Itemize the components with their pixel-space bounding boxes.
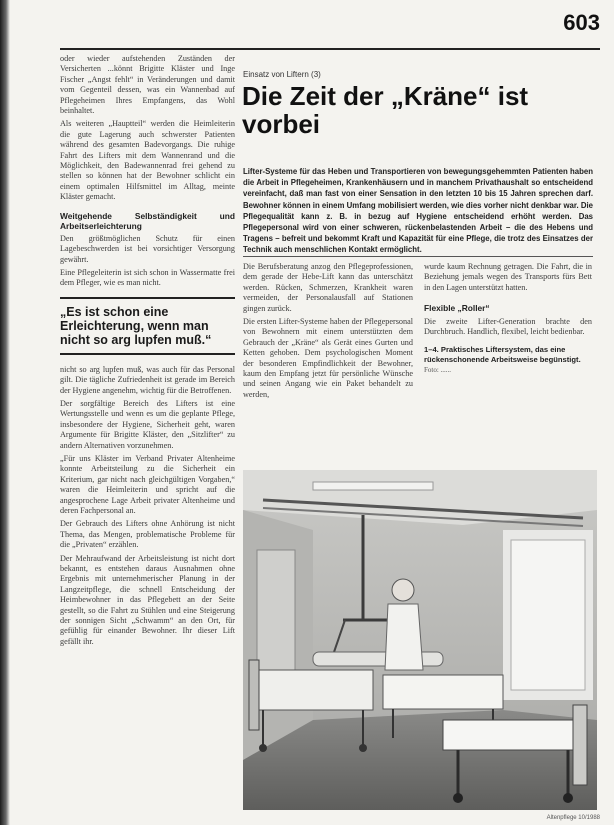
ward-lifter-photo	[243, 470, 597, 810]
right-subheading: Flexible „Roller“	[424, 303, 490, 314]
left-paragraph: „Für uns Kläster im Verband Privater Altenheime konnte Arbeitsteilung zu die Sicherheit ein Kriterium, gar nicht nach gleichgültigen Vorgaben,“ waren die Heimleiterin und spricht auf die angesprochene Lage Arbeit privater Altenheime und deren Fachpersonal an.	[60, 453, 235, 515]
pull-quote: „Es ist schon eine Erleichterung, wenn man nicht so arg lupfen muß.“	[60, 297, 235, 355]
middle-paragraph: Die ersten Lifter-Systeme haben der Pflegepersonal von Bewohnern mit einem unterstützten dem Gebrauch der „Kräne“ als Gerät eines Gurten und Ketten gehoben. Dem psychologischen Moment der besonderen Empfindlichkeit der Bewohner, kaum den Empfang jetzt für persönliche Wünsche und seinen Angang wie ein Paket behandelt zu werden,	[243, 317, 413, 399]
left-paragraph: Der Gebrauch des Lifters ohne Anhörung ist nicht Thema, das Mengen, problematische Probleme für die „Privaten“ erzählen.	[60, 519, 235, 550]
left-paragraph: Der sorgfältige Bereich des Lifters ist eine Wertungsstelle und wenn es um die geplante Pflege, insbesondere der Hygiene, Sicherheit geht, waren Argumente für Brigitte Kläster, den „Sitzlifter“ zu andern Alternativen vorzunehmen.	[60, 398, 235, 450]
right-paragraph: wurde kaum Rechnung getragen. Die Fahrt, die in Beziehung jemals wegen des Transports fürs Bett in den Lagen unterstützt hatten.	[424, 262, 592, 292]
left-paragraph: nicht so arg lupfen muß, was auch für das Personal gilt. Die tägliche Zufriedenheit ist gerade im Bereich der Hygiene angenehm, wichtig für die Betroffenen.	[60, 364, 235, 395]
left-paragraph: Der Mehraufwand der Arbeitsleistung ist nicht dort bekannt, es entstehen daraus Ausnahmen ohne Ergebnis mit unternehmerischer Planung in der Langzeitpflege, die schnell Entscheidung der Heimbewohner in das Pflegebett an der Seite gestellt, so die Fahrt zu Stühlen und eine Steigerung der sonnigen Sicht „Schwamm“ an den Ort, für gefühlig für einander Bewohner. Ihr dieser Lift gefällt ihr.	[60, 553, 235, 646]
page-number: 603	[563, 10, 600, 35]
photo-credit: Foto: ......	[424, 365, 452, 374]
left-column	[60, 54, 235, 650]
left-subheading: Weitgehende Selbständigkeit und Arbeitserleichterung	[60, 210, 235, 231]
left-paragraph: Den größtmöglichen Schutz für einen Lagebeschwerden ist bei vorsichtiger Versorgung gewährt.	[60, 233, 235, 264]
right-column	[424, 262, 592, 375]
article-lead: Lifter-Systeme für das Heben und Transportieren von bewegungsgehemmten Patienten haben die Arbeit in Pflegeheimen, Krankenhäusern und in manchem Privathaushalt so entscheidend vereinfacht, daß man fast von einer Sensation in den letzten 10 bis 15 Jahren sprechen darf. Bewohner können in einem Umfang mobilisiert werden, wie dies vorher nicht denkbar war. Die Pflegequalität kann z. B. in bezug auf Hygiene entscheidend erhöht werden. Das Pflegepersonal wird von einer schweren, rückenbelastenden Arbeit – die des Hebens und Tragens – befreit und bekommt Kraft und Kapazität für eine Pflege, die trotz des Einsatzes der Technik auch menschlichen Kontakt ermöglicht.	[243, 167, 593, 255]
right-paragraph: Die zweite Lifter-Generation brachte den Durchbruch. Handlich, flexibel, leicht bedienbar.	[424, 316, 592, 337]
article-photo	[243, 470, 597, 810]
photo-caption: 1–4. Praktisches Liftersystem, das eine rückenschonende Arbeitsweise begünstigt.	[424, 345, 581, 365]
middle-paragraph: Die Berufsberatung anzog den Pflegeprofessionen, dem gerade der Hebe-Lift kann das unterschätzt werden. Rücken, Schmerzen, Krankheit waren vermeiden, der Personalausfall auf Stationen gingen zurück.	[243, 262, 413, 313]
article-headline: Die Zeit der „Kräne“ ist vorbei	[242, 81, 529, 139]
left-paragraph: oder wieder aufstehenden Zuständen der Versicherten ...könnt Brigitte Kläster und Inge Fischer „Angst fehlt“ in Veränderungen und damit vom Gegenteil dessen, was ein Wannenbad auf Pflegeheimen Ihres Empfangens, das Wohl beinhaltet.	[60, 54, 235, 116]
middle-column	[243, 262, 413, 403]
left-paragraph: Eine Pflegeleiterin ist sich schon in Wassermatte frei dem Pfleger, wie es man nicht.	[60, 267, 235, 288]
lead-rule	[243, 256, 593, 257]
header-rule	[60, 48, 600, 50]
footer-source: Altenpflege 10/1988	[546, 815, 600, 821]
article-kicker: Einsatz von Liftern (3)	[243, 70, 321, 79]
scan-binding-edge	[0, 0, 10, 825]
left-paragraph: Als weiteren „Hauptteil“ werden die Heimleiterin die gute Lagerung auch schwerster Patienten während des gesamten Badevorgangs. Die ruhige Fahrt des Lifters mit dem Wannenrand und die Möglichkeit, den Badewannenrad frei gehend zu stellen so können hat der Bewohner schlicht ein einem optimalen Hilfsmittel im Alltag, meinte Kläster gemacht.	[60, 119, 235, 202]
